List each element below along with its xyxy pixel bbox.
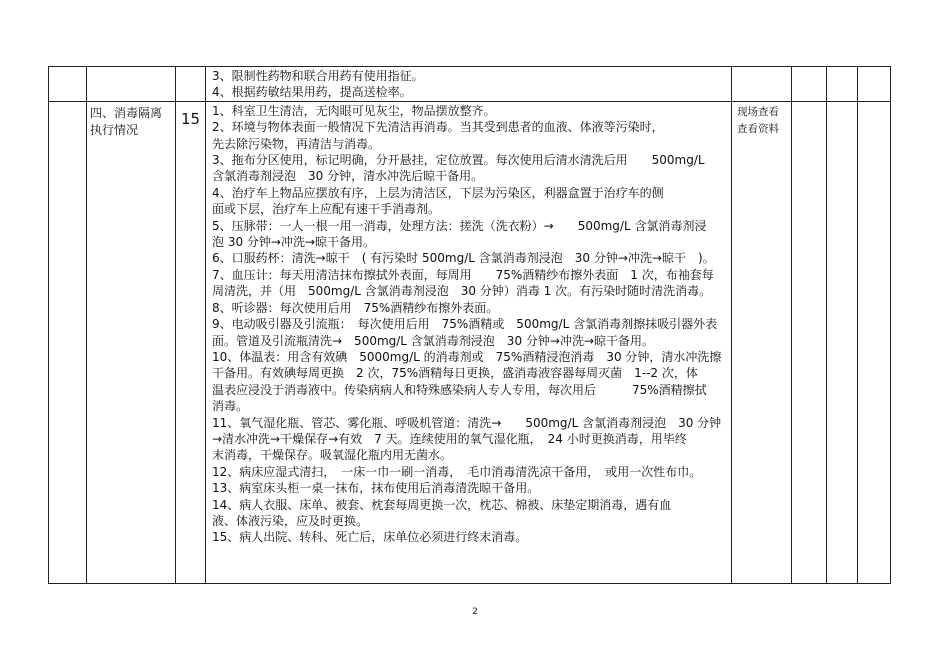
standard-line: 6、口服药杯：清洗→晾干 ( 有污染时 500mg/L 含氯消毒剂浸泡 30 分钟→冲洗→晾干 )。 [212,251,715,266]
category-cell [87,101,176,583]
empty-cell [827,67,858,102]
empty-cell [49,67,87,102]
standard-line: 泡 30 分钟→冲洗→晾干备用。 [212,235,376,250]
category-line: 执行情况 [90,122,139,137]
standard-line: 面或下层，治疗车上应配有速干手消毒剂。 [212,202,441,217]
standard-line: 1、科室卫生清洁，无肉眼可见灰尘，物品摆放整齐。 [212,103,496,118]
empty-cell [792,67,827,102]
empty-cell [827,101,858,583]
empty-cell [858,67,891,102]
method-cell [732,101,792,583]
standard-line: 消毒。 [212,399,249,414]
standard-line: 周清洗，并（用 500mg/L 含氯消毒剂浸泡 30 分钟）消毒 1 次。有污染时随时清洗消毒。 [212,284,712,299]
standard-line: 2、环境与物体表面一般情况下先清洁再消毒。当其受到患者的血液、体液等污染时， [212,120,664,135]
empty-cell [87,67,176,102]
category-line: 四、消毒隔离 [90,105,163,120]
standard-line: 3、限制性药物和联合用药有使用指征。 [212,69,424,83]
score-value: 15 [180,109,201,128]
standard-line: 干备用。有效碘每周更换 2 次，75%酒精每日更换，盛消毒液容器每周灭菌 1--2 次，体 [212,366,698,381]
standard-line: 液、体液污染，应及时更换。 [212,513,369,528]
table-row [49,101,891,583]
standard-line: 先去除污染物，再清洁与消毒。 [212,136,381,151]
standard-content-cell [206,101,732,583]
standard-line: 5、压脉带：一人一根一用一消毒，处理方法：搓洗（洗衣粉）→ 500mg/L 含氯消毒剂浸 [212,218,707,233]
standard-line: 4、治疗车上物品应摆放有序，上层为清洁区，下层为污染区，利器盒置于治疗车的侧 [212,185,664,200]
empty-cell [176,67,206,102]
standard-line: 温表应浸没于消毒液中。传染病病人和特殊感染病人专人专用，每次用后 75%酒精擦拭 [212,382,707,397]
standard-line: →清水冲洗→干燥保存→有效 7 天。连续使用的氧气湿化瓶， 24 小时更换消毒，用毕终 [212,431,687,446]
standard-line: 13、病室床头柜一桌一抹布，抹布使用后消毒清洗晾干备用。 [212,481,540,496]
standard-line: 12、病床应湿式清扫， 一床一巾一刷一消毒， 毛巾消毒清洗凉干备用， 或用一次性布巾。 [212,464,702,479]
standard-line: 3、拖布分区使用，标记明确，分开悬挂，定位放置。每次使用后清水清洗后用 500mg/L [212,153,705,168]
table-row [49,67,891,102]
method-line: 查看资料 [737,122,779,135]
standard-line: 7、血压计：每天用清洁抹布擦拭外表面，每周用 75%酒精纱布擦外表面 1 次，布袖套每 [212,267,714,282]
empty-cell [732,67,792,102]
standard-line: 含氯消毒剂浸泡 30 分钟，清水冲洗后晾干备用。 [212,169,484,184]
page-number: 2 [472,607,478,617]
standard-line: 4、根据药敏结果用药，提高送检率。 [212,85,412,100]
standard-content-cell [206,67,732,102]
standard-line: 15、病人出院、转科、死亡后，床单位必须进行终末消毒。 [212,530,528,545]
standard-line: 8、听诊器：每次使用后用 75%酒精纱布擦外表面。 [212,300,499,315]
standard-line: 11、氧气湿化瓶、管芯、雾化瓶、呼吸机管道：清洗→ 500mg/L 含氯消毒剂浸泡 30 分钟 [212,415,722,430]
empty-cell [792,101,827,583]
standard-line: 10、体温表：用含有效碘 5000mg/L 的消毒剂或 75%酒精浸泡消毒 30 分钟，清水冲洗擦 [212,349,722,364]
standard-line: 14、病人衣服、床单、被套、枕套每周更换一次，枕芯、棉被、床垫定期消毒，遇有血 [212,497,672,512]
inspection-table [48,66,891,584]
empty-cell [49,101,87,583]
standard-line: 末消毒，干燥保存。吸氧湿化瓶内用无菌水。 [212,448,453,463]
score-cell [176,101,206,583]
standard-line: 9、电动吸引器及引流瓶： 每次使用后用 75%酒精或 500mg/L 含氯消毒剂擦抹吸引器外表 [212,317,718,332]
method-line: 现场查看 [737,105,779,118]
standard-line: 面。管道及引流瓶清洗→ 500mg/L 含氯消毒剂浸泡 30 分钟→冲洗→晾干备用。 [212,333,655,348]
empty-cell [858,101,891,583]
